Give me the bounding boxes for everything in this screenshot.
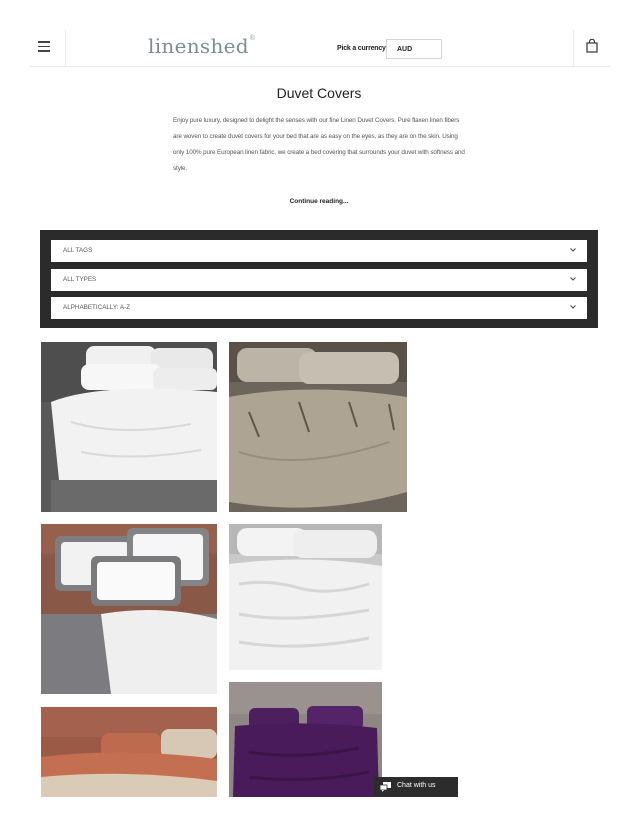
currency-select[interactable]: AUD <box>386 39 442 59</box>
sort-select[interactable] <box>51 297 587 319</box>
product-image <box>41 342 217 512</box>
product-card-white-linen-duvet[interactable] <box>41 342 217 512</box>
product-image <box>229 342 407 512</box>
chat-label: Chat with us <box>397 782 436 789</box>
filter-types-label: ALL TYPES <box>63 276 97 283</box>
chat-bubble-icon <box>380 782 391 792</box>
product-image <box>41 524 217 694</box>
continue-reading-link[interactable]: Continue reading... <box>289 198 349 205</box>
product-card-natural-linen-duvet[interactable] <box>229 342 407 512</box>
currency-label: Pick a currency <box>337 45 386 52</box>
filter-bar <box>40 230 598 328</box>
logo-mark: ® <box>248 34 257 42</box>
product-image <box>229 524 382 670</box>
chat-widget-button[interactable] <box>374 777 458 797</box>
product-card-terracotta-duvet[interactable] <box>41 707 217 797</box>
filter-types-select[interactable] <box>51 269 587 291</box>
site-header <box>30 30 610 67</box>
product-card-white-grey-border-duvet[interactable] <box>41 524 217 694</box>
logo[interactable] <box>148 34 256 58</box>
shopping-bag-icon[interactable] <box>586 39 598 53</box>
chevron-down-icon <box>569 275 577 283</box>
collection-description: Enjoy pure luxury, designed to delight the senses with our fine Linen Duvet Covers. Pure flaxen linen fibers are woven to create duvet covers for your bed that are as easy on the eyes, as they are on the skin. Using only 100% pure European linen fabric, we create a bed covering that surrounds your duvet with softness and style. <box>173 117 465 172</box>
page-title: Duvet Covers <box>276 85 362 101</box>
filter-tags-label: ALL TAGS <box>63 247 93 254</box>
product-image <box>229 682 382 797</box>
sort-label: ALPHABETICALLY: A-Z <box>63 304 131 311</box>
header-divider <box>65 30 66 66</box>
product-image <box>41 707 217 797</box>
logo-text: linenshed <box>148 34 249 58</box>
hamburger-menu-icon[interactable] <box>38 38 56 56</box>
chevron-down-icon <box>569 246 577 254</box>
filter-tags-select[interactable] <box>51 240 587 262</box>
product-card-white-ruffled-duvet[interactable] <box>229 524 382 670</box>
chevron-down-icon <box>569 303 577 311</box>
product-card-purple-duvet[interactable] <box>229 682 382 797</box>
header-divider <box>573 30 574 66</box>
